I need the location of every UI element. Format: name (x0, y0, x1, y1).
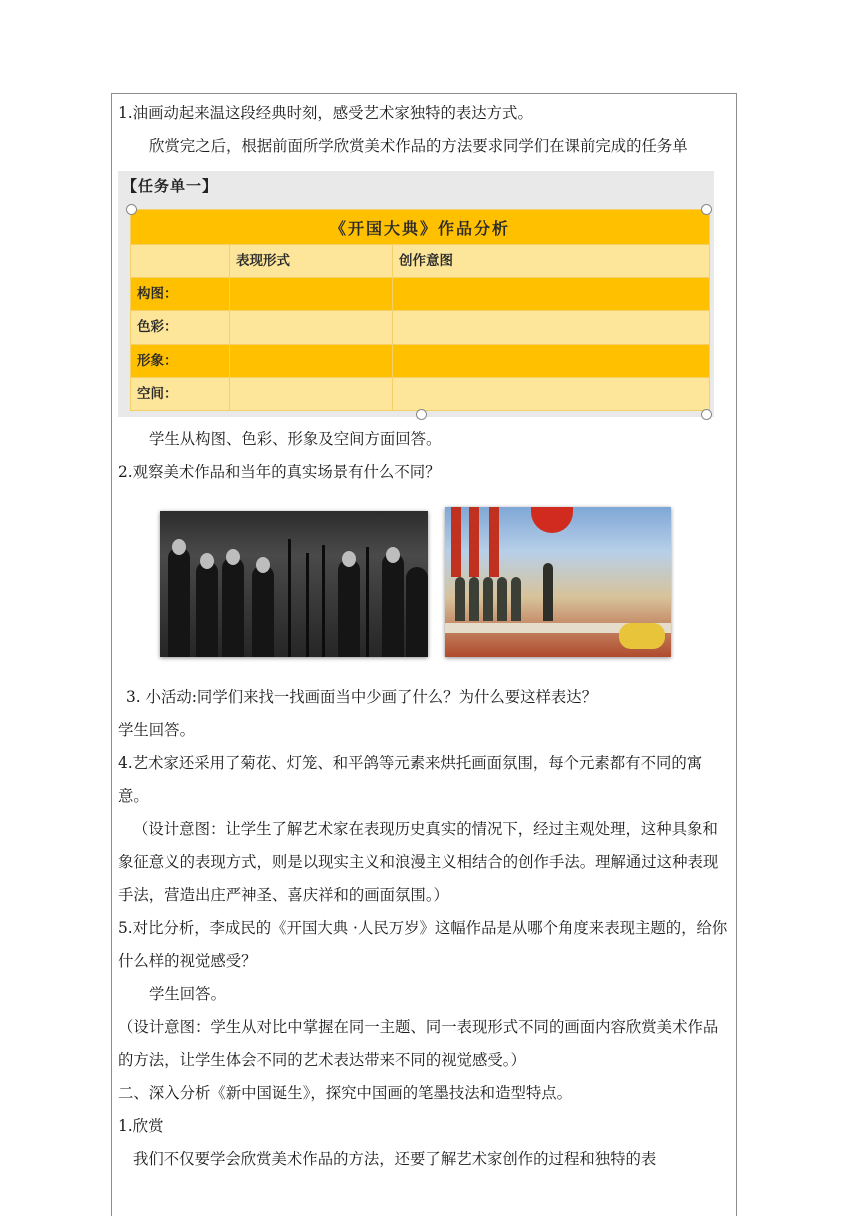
paragraph-8: （设计意图：让学生了解艺术家在表现历史真实的情况下，经过主观处理，这种具象和象征意义的表现方式，则是以现实主义和浪漫主义相结合的创作手法。理解通过这种表现手法，营造出庄严神圣、喜庆祥和的画面氛围。） (118, 820, 719, 904)
table-cell (230, 278, 393, 311)
chrysanthemum-icon (619, 623, 665, 649)
header-cell-form: 表现形式 (230, 245, 393, 278)
task-sheet-table (130, 209, 710, 411)
task-sheet-title: 《开国大典》作品分析 (131, 210, 710, 245)
paragraph-3: 学生从构图、色彩、形象及空间方面回答。 (149, 430, 442, 448)
paragraph-5: 3. 小活动:同学们来找一找画面当中少画了什么？为什么要这样表达？ (126, 688, 598, 706)
row-label-color: 色彩： (131, 311, 230, 344)
paragraph-11: （设计意图：学生从对比中掌握在同一主题、同一表现形式不同的画面内容欣赏美术作品的方法，让学生体会不同的艺术表达带来不同的视觉感受。） (118, 1018, 719, 1069)
comparison-photos (118, 489, 732, 677)
paragraph-2: 欣赏完之后，根据前面所学欣赏美术作品的方法要求同学们在课前完成的任务单 (149, 137, 688, 155)
historical-photo (160, 511, 428, 657)
table-cell (230, 377, 393, 410)
paragraph-7: 4.艺术家还采用了菊花、灯笼、和平鸽等元素来烘托画面氛围，每个元素都有不同的寓意。 (118, 754, 703, 805)
resize-handle-icon[interactable] (126, 204, 137, 215)
row-label-image: 形象： (131, 344, 230, 377)
header-cell-empty (131, 245, 230, 278)
paragraph-6: 学生回答。 (118, 721, 195, 739)
paragraph-10: 学生回答。 (149, 985, 226, 1003)
resize-handle-icon[interactable] (701, 409, 712, 420)
table-cell (230, 344, 393, 377)
table-cell (393, 344, 710, 377)
row-label-space: 空间： (131, 377, 230, 410)
document-body (118, 97, 732, 1176)
task-sheet-label: 【任务单一】 (122, 177, 219, 195)
paragraph-14: 我们不仅要学会欣赏美术作品的方法，还要了解艺术家创作的过程和独特的表 (133, 1150, 657, 1168)
lantern-icon (531, 507, 573, 533)
resize-handle-icon[interactable] (416, 409, 427, 420)
resize-handle-icon[interactable] (701, 204, 712, 215)
paragraph-4: 2.观察美术作品和当年的真实场景有什么不同？ (118, 463, 441, 481)
paragraph-1: 1.油画动起来温这段经典时刻，感受艺术家独特的表达方式。 (118, 104, 533, 122)
paragraph-12: 二、深入分析《新中国诞生》，探究中国画的笔墨技法和造型特点。 (118, 1084, 573, 1102)
paragraph-9: 5.对比分析，李成民的《开国大典 ·人民万岁》这幅作品是从哪个角度来表现主题的，给你什么样的视觉感受？ (118, 919, 728, 970)
oil-painting-photo (445, 507, 671, 657)
row-label-composition: 构图： (131, 278, 230, 311)
header-cell-intent: 创作意图 (393, 245, 710, 278)
table-cell (393, 311, 710, 344)
task-sheet-image (118, 171, 714, 417)
table-cell (230, 311, 393, 344)
table-cell (393, 278, 710, 311)
paragraph-13: 1.欣赏 (118, 1117, 164, 1135)
table-cell (393, 377, 710, 410)
